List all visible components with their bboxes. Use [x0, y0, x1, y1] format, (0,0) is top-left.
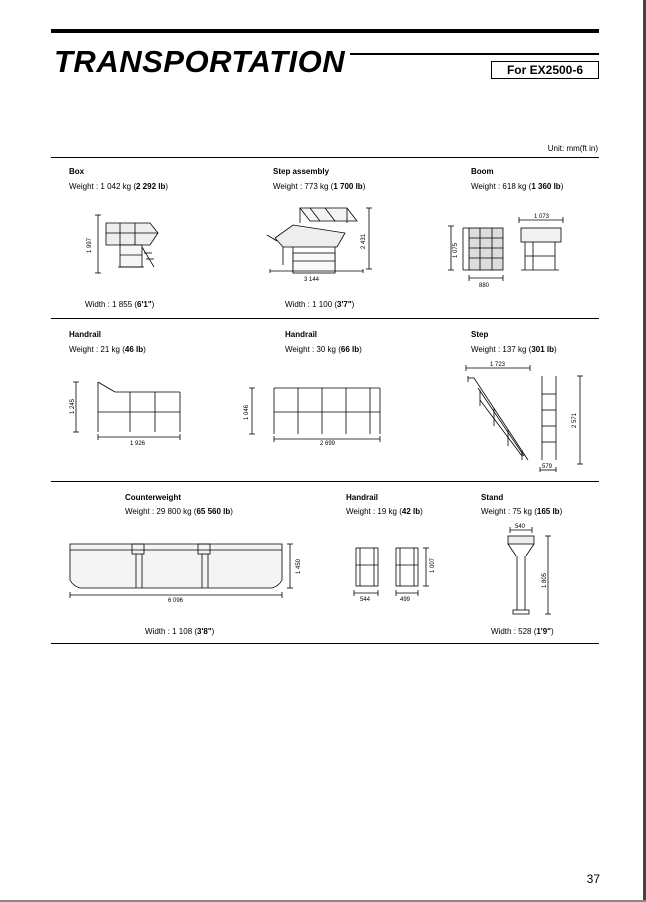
item-weight-boom: Weight : 618 kg (1 360 lb) [471, 182, 564, 191]
model-badge: For EX2500-6 [491, 61, 599, 79]
item-name-boom: Boom [471, 167, 494, 176]
dim-handrail-2-height: 1 046 [244, 404, 250, 420]
item-name-handrail-2: Handrail [285, 330, 318, 339]
unit-note: Unit: mm(ft in) [547, 144, 598, 153]
dim-handrail-1-height: 1 245 [70, 398, 76, 414]
dim-stand-height: 1 805 [542, 572, 548, 588]
handrail-2-drawing [240, 380, 390, 450]
section-divider [51, 643, 599, 644]
item-width-stand: Width : 528 (1'9") [491, 627, 554, 636]
item-weight-stand: Weight : 75 kg (165 lb) [481, 507, 563, 516]
dim-handrail-3-width-a: 544 [360, 597, 371, 603]
box-drawing [80, 205, 180, 290]
dim-handrail-1-length: 1 926 [130, 441, 146, 447]
dim-box-height: 1 997 [87, 237, 93, 253]
item-weight-handrail-2: Weight : 30 kg (66 lb) [285, 345, 362, 354]
dim-stand-width: 540 [515, 524, 526, 530]
title-rule [350, 53, 599, 55]
dim-handrail-3-width-b: 499 [400, 597, 411, 603]
section-divider [51, 318, 599, 319]
page-number: 37 [586, 872, 600, 886]
dim-counterweight-length: 6 096 [168, 598, 184, 604]
dim-boom-width: 1 073 [534, 214, 550, 220]
section-divider [51, 481, 599, 482]
dim-step-assembly-height: 2 431 [361, 233, 367, 249]
item-weight-handrail-1: Weight : 21 kg (46 lb) [69, 345, 146, 354]
handrail-3-drawing [350, 543, 445, 605]
dim-step-assembly-length: 3 144 [304, 277, 320, 283]
dim-boom-height: 1 075 [453, 242, 459, 258]
dim-boom-depth: 880 [479, 283, 490, 289]
item-name-handrail-3: Handrail [346, 493, 379, 502]
dim-handrail-2-length: 2 699 [320, 441, 336, 447]
item-name-box: Box [69, 167, 85, 176]
item-weight-counterweight: Weight : 29 800 kg (65 560 lb) [125, 507, 233, 516]
stand-drawing [496, 522, 566, 622]
item-name-stand: Stand [481, 493, 504, 502]
item-name-step: Step [471, 330, 489, 339]
item-weight-step: Weight : 137 kg (301 lb) [471, 345, 557, 354]
dim-step-width: 579 [542, 464, 553, 470]
handrail-1-drawing [70, 378, 190, 448]
page-title: TRANSPORTATION [54, 44, 346, 79]
item-name-counterweight: Counterweight [125, 493, 181, 502]
dim-step-length: 1 723 [490, 362, 506, 368]
item-width-counterweight: Width : 1 108 (3'8") [145, 627, 215, 636]
item-width-box: Width : 1 855 (6'1") [85, 300, 155, 309]
item-width-step-assembly: Width : 1 100 (3'7") [285, 300, 355, 309]
item-weight-step-assembly: Weight : 773 kg (1 700 lb) [273, 182, 366, 191]
dim-counterweight-height: 1 450 [296, 558, 302, 574]
item-weight-handrail-3: Weight : 19 kg (42 lb) [346, 507, 423, 516]
step-assembly-drawing [265, 203, 380, 295]
dim-handrail-3-height: 1 007 [430, 557, 436, 573]
dim-step-height: 2 571 [572, 412, 578, 428]
counterweight-drawing [66, 538, 306, 608]
item-weight-box: Weight : 1 042 kg (2 292 lb) [69, 182, 169, 191]
boom-drawing [445, 208, 575, 293]
header-rule [51, 29, 599, 33]
step-drawing [460, 360, 590, 472]
section-divider [51, 157, 599, 158]
item-name-step-assembly: Step assembly [273, 167, 330, 176]
item-name-handrail-1: Handrail [69, 330, 102, 339]
